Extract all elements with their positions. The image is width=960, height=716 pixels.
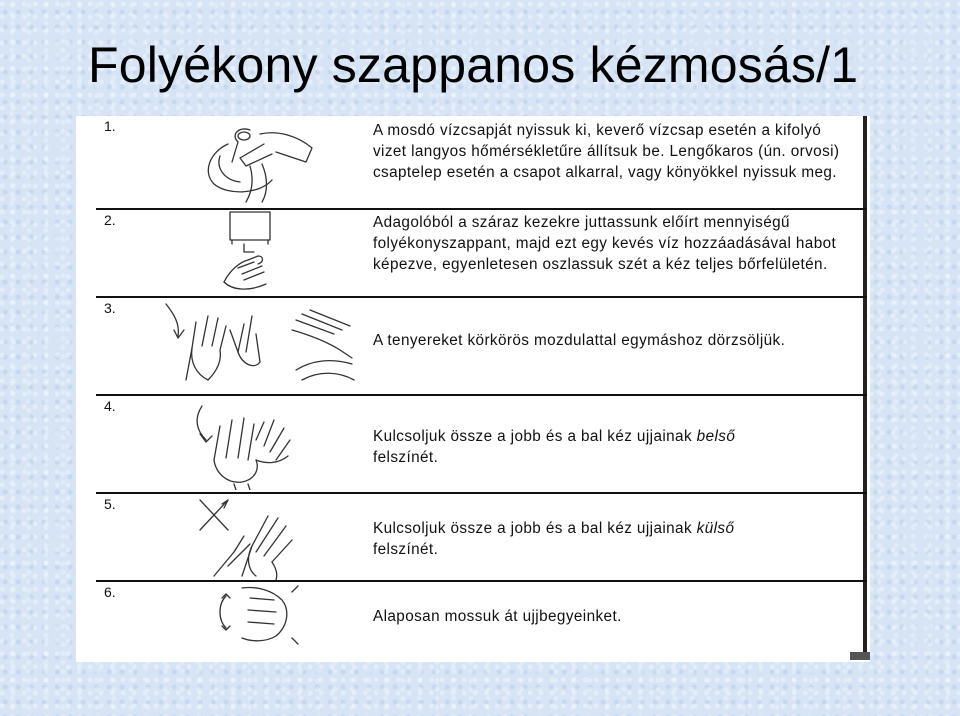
row-divider [96, 296, 867, 298]
fingers-interlaced-outer-icon [194, 496, 304, 580]
step-number: 4. [104, 398, 116, 414]
faucet-elbow-icon [180, 122, 330, 204]
step-text-before: Kulcsoljuk össze a jobb és a bal kéz ujjainak [373, 428, 697, 445]
table-right-border [863, 116, 867, 652]
step-text [373, 518, 853, 560]
step-number: 3. [104, 300, 116, 316]
step-text: Adagolóból a száraz kezekre juttassunk előírt mennyiségű folyékonyszappant, majd ezt egy kevés víz hozzáadásával habot képezve, egyenletesen oszlassuk szét a kéz teljes bőrfelületén. [373, 214, 837, 273]
row-divider [96, 492, 867, 494]
palms-rubbing-icon [156, 300, 366, 390]
step-text-emphasis: külső [696, 520, 735, 537]
step-text [373, 426, 853, 468]
step-number: 1. [104, 118, 116, 134]
step-text: Alaposan mossuk át ujjbegyeinket. [373, 608, 622, 625]
step-number: 5. [104, 496, 116, 512]
fingers-interlaced-inner-icon [190, 400, 300, 490]
step-text-emphasis: belső [696, 428, 736, 445]
step-text: A mosdó vízcsapját nyissuk ki, keverő vízcsap esetén a kifolyó vizet langyos hőmérsékletűre állítsuk be. Lengőkaros (ún. orvosi) csaptelep esetén a csapot alkarral, vagy könyökkel nyissuk meg. [373, 122, 840, 181]
step-text: A tenyereket körkörös mozdulattal egymáshoz dörzsöljük. [373, 332, 786, 349]
step-text-after: felszínét. [373, 541, 439, 558]
table-corner [850, 652, 870, 660]
row-divider [96, 208, 867, 210]
slide-title: Folyékony szappanos kézmosás/1 [88, 37, 859, 93]
step-number: 6. [104, 584, 116, 600]
row-divider [96, 394, 867, 396]
step-text-after: felszínét. [373, 449, 439, 466]
step-number: 2. [104, 212, 116, 228]
soap-dispenser-icon [214, 210, 284, 294]
knuckles-rubbing-icon [212, 582, 302, 646]
step-text-before: Kulcsoljuk össze a jobb és a bal kéz ujjainak [373, 520, 697, 537]
